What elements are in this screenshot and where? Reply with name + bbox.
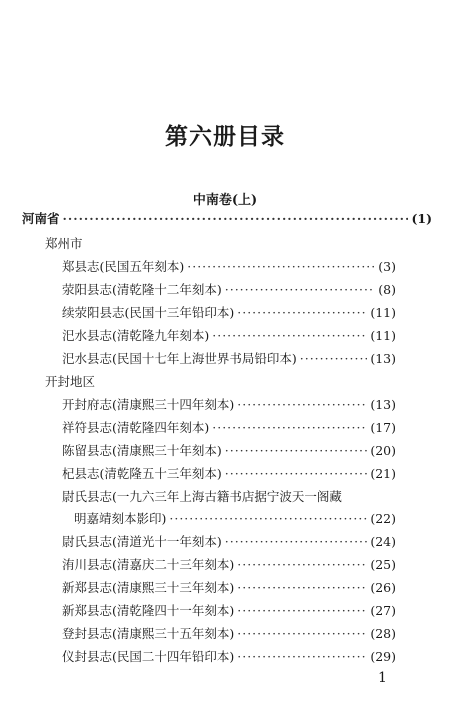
toc-entry: 洧川县志(清嘉庆二十三年刻本) ····· (25)	[62, 555, 396, 573]
toc-entry: 杞县志(清乾隆五十三年刻本) ····· (21)	[62, 464, 396, 482]
toc-entry: 尉氏县志(一九六三年上海古籍书店据宁波天一阁藏	[62, 489, 342, 504]
leader-dots	[237, 580, 367, 595]
toc-entry: 新郑县志(清康熙三十三年刻本) ····· (26)	[62, 578, 396, 596]
toc-entry: 汜水县志(民国十七年上海世界书局铅印本) ····· (13)	[62, 349, 396, 367]
leader-dots	[225, 466, 368, 481]
leader-dots	[237, 649, 367, 664]
leader-dots	[225, 534, 368, 549]
leader-dots	[187, 259, 375, 274]
leader-dots	[63, 211, 409, 226]
toc-entry: 祥符县志(清乾隆四年刻本) ····· (17)	[62, 418, 396, 436]
toc-entry: 荥阳县志(清乾隆十二年刻本) ····· (8)	[62, 280, 396, 298]
leader-dots	[169, 511, 367, 526]
page-title: 第六册目录	[165, 123, 285, 150]
leader-dots	[300, 351, 368, 366]
toc-province-row	[22, 209, 432, 227]
toc-entry: 汜水县志(清乾隆九年刻本) ····· (11)	[62, 326, 396, 344]
toc-group-heading: 郑州市	[45, 236, 83, 251]
toc-entry: 登封县志(清康熙三十五年刻本) ····· (28)	[62, 624, 396, 642]
leader-dots	[237, 603, 367, 618]
toc-entry: 新郑县志(清乾隆四十一年刻本) ····· (27)	[62, 601, 396, 619]
leader-dots	[212, 328, 367, 343]
toc	[0, 207, 450, 667]
province-name: 河南省	[22, 211, 60, 226]
province-page: (1)	[411, 211, 432, 226]
leader-dots	[237, 305, 367, 320]
section-title: 中南卷(上)	[192, 193, 258, 208]
toc-entry: 尉氏县志(清道光十一年刻本) ····· (24)	[62, 532, 396, 550]
toc-entry: 郑县志(民国五年刻本) ····· (3)	[62, 257, 396, 275]
toc-group-heading: 开封地区	[45, 374, 96, 389]
leader-dots	[237, 626, 367, 641]
toc-entry-continuation: 明嘉靖刻本影印) ····· (22)	[74, 509, 396, 527]
toc-entry: 陈留县志(清康熙三十年刻本) ····· (20)	[62, 441, 396, 459]
leader-dots	[237, 557, 367, 572]
page-number: 1	[378, 670, 387, 686]
leader-dots	[225, 443, 368, 458]
leader-dots	[237, 397, 367, 412]
toc-entry: 开封府志(清康熙三十四年刻本) ····· (13)	[62, 395, 396, 413]
toc-entry: 续荥阳县志(民国十三年铅印本) ····· (11)	[62, 303, 396, 321]
leader-dots	[225, 282, 376, 297]
toc-entry: 仪封县志(民国二十四年铅印本) ····· (29)	[62, 647, 396, 665]
leader-dots	[212, 420, 367, 435]
